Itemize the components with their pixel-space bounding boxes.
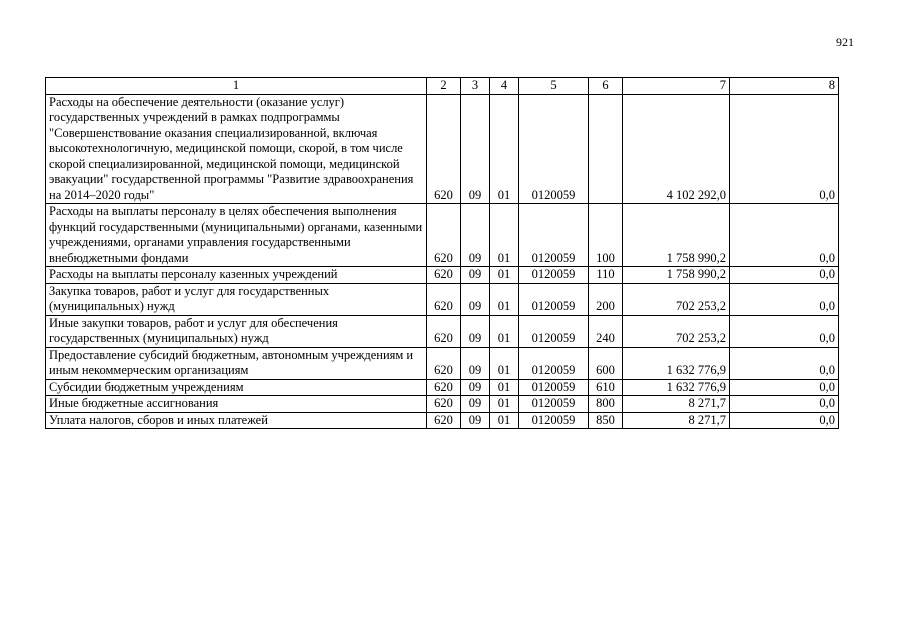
section-cell: 09 [461, 315, 490, 347]
expense-type-cell: 200 [589, 283, 623, 315]
table-row [46, 412, 839, 429]
amount-cell: 702 253,2 [623, 315, 730, 347]
target-article-cell: 0120059 [519, 412, 589, 429]
expense-type-cell: 240 [589, 315, 623, 347]
code-cell: 620 [427, 267, 461, 284]
row-name-cell: Предоставление субсидий бюджетным, автономным учреждениям и иным некоммерческим организациям [46, 347, 427, 379]
amount-cell: 1 758 990,2 [623, 204, 730, 267]
header-cell: 1 [46, 78, 427, 95]
section-cell: 09 [461, 412, 490, 429]
target-article-cell: 0120059 [519, 94, 589, 204]
header-cell: 4 [490, 78, 519, 95]
code-cell: 620 [427, 396, 461, 413]
section-cell: 09 [461, 283, 490, 315]
amount-cell: 0,0 [730, 347, 839, 379]
subsection-cell: 01 [490, 204, 519, 267]
amount-cell: 702 253,2 [623, 283, 730, 315]
subsection-cell: 01 [490, 379, 519, 396]
section-cell: 09 [461, 379, 490, 396]
subsection-cell: 01 [490, 396, 519, 413]
page-number: 921 [836, 35, 854, 49]
amount-cell: 8 271,7 [623, 396, 730, 413]
expense-type-cell: 110 [589, 267, 623, 284]
section-cell: 09 [461, 94, 490, 204]
expense-type-cell: 850 [589, 412, 623, 429]
subsection-cell: 01 [490, 267, 519, 284]
section-cell: 09 [461, 396, 490, 413]
section-cell: 09 [461, 204, 490, 267]
expense-type-cell [589, 94, 623, 204]
row-name-cell: Расходы на выплаты персоналу казенных учреждений [46, 267, 427, 284]
table-row [46, 204, 839, 267]
amount-cell: 0,0 [730, 94, 839, 204]
row-name-cell: Расходы на обеспечение деятельности (оказание услуг) государственных учреждений в рамках подпрограммы "Совершенствование оказания специализированной, включая высокотехнологичную, медицинской помощи, скорой, в том числе скорой специализированной, медицинской помощи, медицинской эвакуации" государственной программы "Развитие здравоохранения на 2014–2020 годы" [46, 94, 427, 204]
amount-cell: 1 632 776,9 [623, 347, 730, 379]
section-cell: 09 [461, 267, 490, 284]
target-article-cell: 0120059 [519, 396, 589, 413]
row-name-cell: Иные закупки товаров, работ и услуг для обеспечения государственных (муниципальных) нужд [46, 315, 427, 347]
code-cell: 620 [427, 347, 461, 379]
amount-cell: 1 632 776,9 [623, 379, 730, 396]
code-cell: 620 [427, 412, 461, 429]
expense-type-cell: 600 [589, 347, 623, 379]
header-cell: 8 [730, 78, 839, 95]
subsection-cell: 01 [490, 347, 519, 379]
row-name-cell: Уплата налогов, сборов и иных платежей [46, 412, 427, 429]
amount-cell: 0,0 [730, 283, 839, 315]
table-row [46, 94, 839, 204]
code-cell: 620 [427, 379, 461, 396]
target-article-cell: 0120059 [519, 267, 589, 284]
subsection-cell: 01 [490, 283, 519, 315]
code-cell: 620 [427, 204, 461, 267]
target-article-cell: 0120059 [519, 379, 589, 396]
subsection-cell: 01 [490, 315, 519, 347]
header-cell: 2 [427, 78, 461, 95]
table-row [46, 315, 839, 347]
section-cell: 09 [461, 347, 490, 379]
table-row [46, 379, 839, 396]
amount-cell: 4 102 292,0 [623, 94, 730, 204]
table-row [46, 396, 839, 413]
header-cell: 7 [623, 78, 730, 95]
code-cell: 620 [427, 315, 461, 347]
header-cell: 6 [589, 78, 623, 95]
target-article-cell: 0120059 [519, 283, 589, 315]
amount-cell: 0,0 [730, 379, 839, 396]
row-name-cell: Закупка товаров, работ и услуг для государственных (муниципальных) нужд [46, 283, 427, 315]
subsection-cell: 01 [490, 412, 519, 429]
expense-type-cell: 610 [589, 379, 623, 396]
code-cell: 620 [427, 94, 461, 204]
table-header-row [46, 78, 839, 95]
table-row [46, 283, 839, 315]
subsection-cell: 01 [490, 94, 519, 204]
expense-type-cell: 800 [589, 396, 623, 413]
amount-cell: 1 758 990,2 [623, 267, 730, 284]
table-row [46, 267, 839, 284]
amount-cell: 8 271,7 [623, 412, 730, 429]
header-cell: 5 [519, 78, 589, 95]
table-body [46, 94, 839, 429]
target-article-cell: 0120059 [519, 347, 589, 379]
code-cell: 620 [427, 283, 461, 315]
row-name-cell: Расходы на выплаты персоналу в целях обеспечения выполнения функций государственными (муниципальными) органами, казенными учреждениями, органами управления государственными внебюджетными фондами [46, 204, 427, 267]
target-article-cell: 0120059 [519, 204, 589, 267]
amount-cell: 0,0 [730, 412, 839, 429]
amount-cell: 0,0 [730, 204, 839, 267]
table-row [46, 347, 839, 379]
row-name-cell: Субсидии бюджетным учреждениям [46, 379, 427, 396]
budget-table [45, 77, 839, 429]
expense-type-cell: 100 [589, 204, 623, 267]
amount-cell: 0,0 [730, 396, 839, 413]
amount-cell: 0,0 [730, 315, 839, 347]
amount-cell: 0,0 [730, 267, 839, 284]
target-article-cell: 0120059 [519, 315, 589, 347]
header-cell: 3 [461, 78, 490, 95]
row-name-cell: Иные бюджетные ассигнования [46, 396, 427, 413]
